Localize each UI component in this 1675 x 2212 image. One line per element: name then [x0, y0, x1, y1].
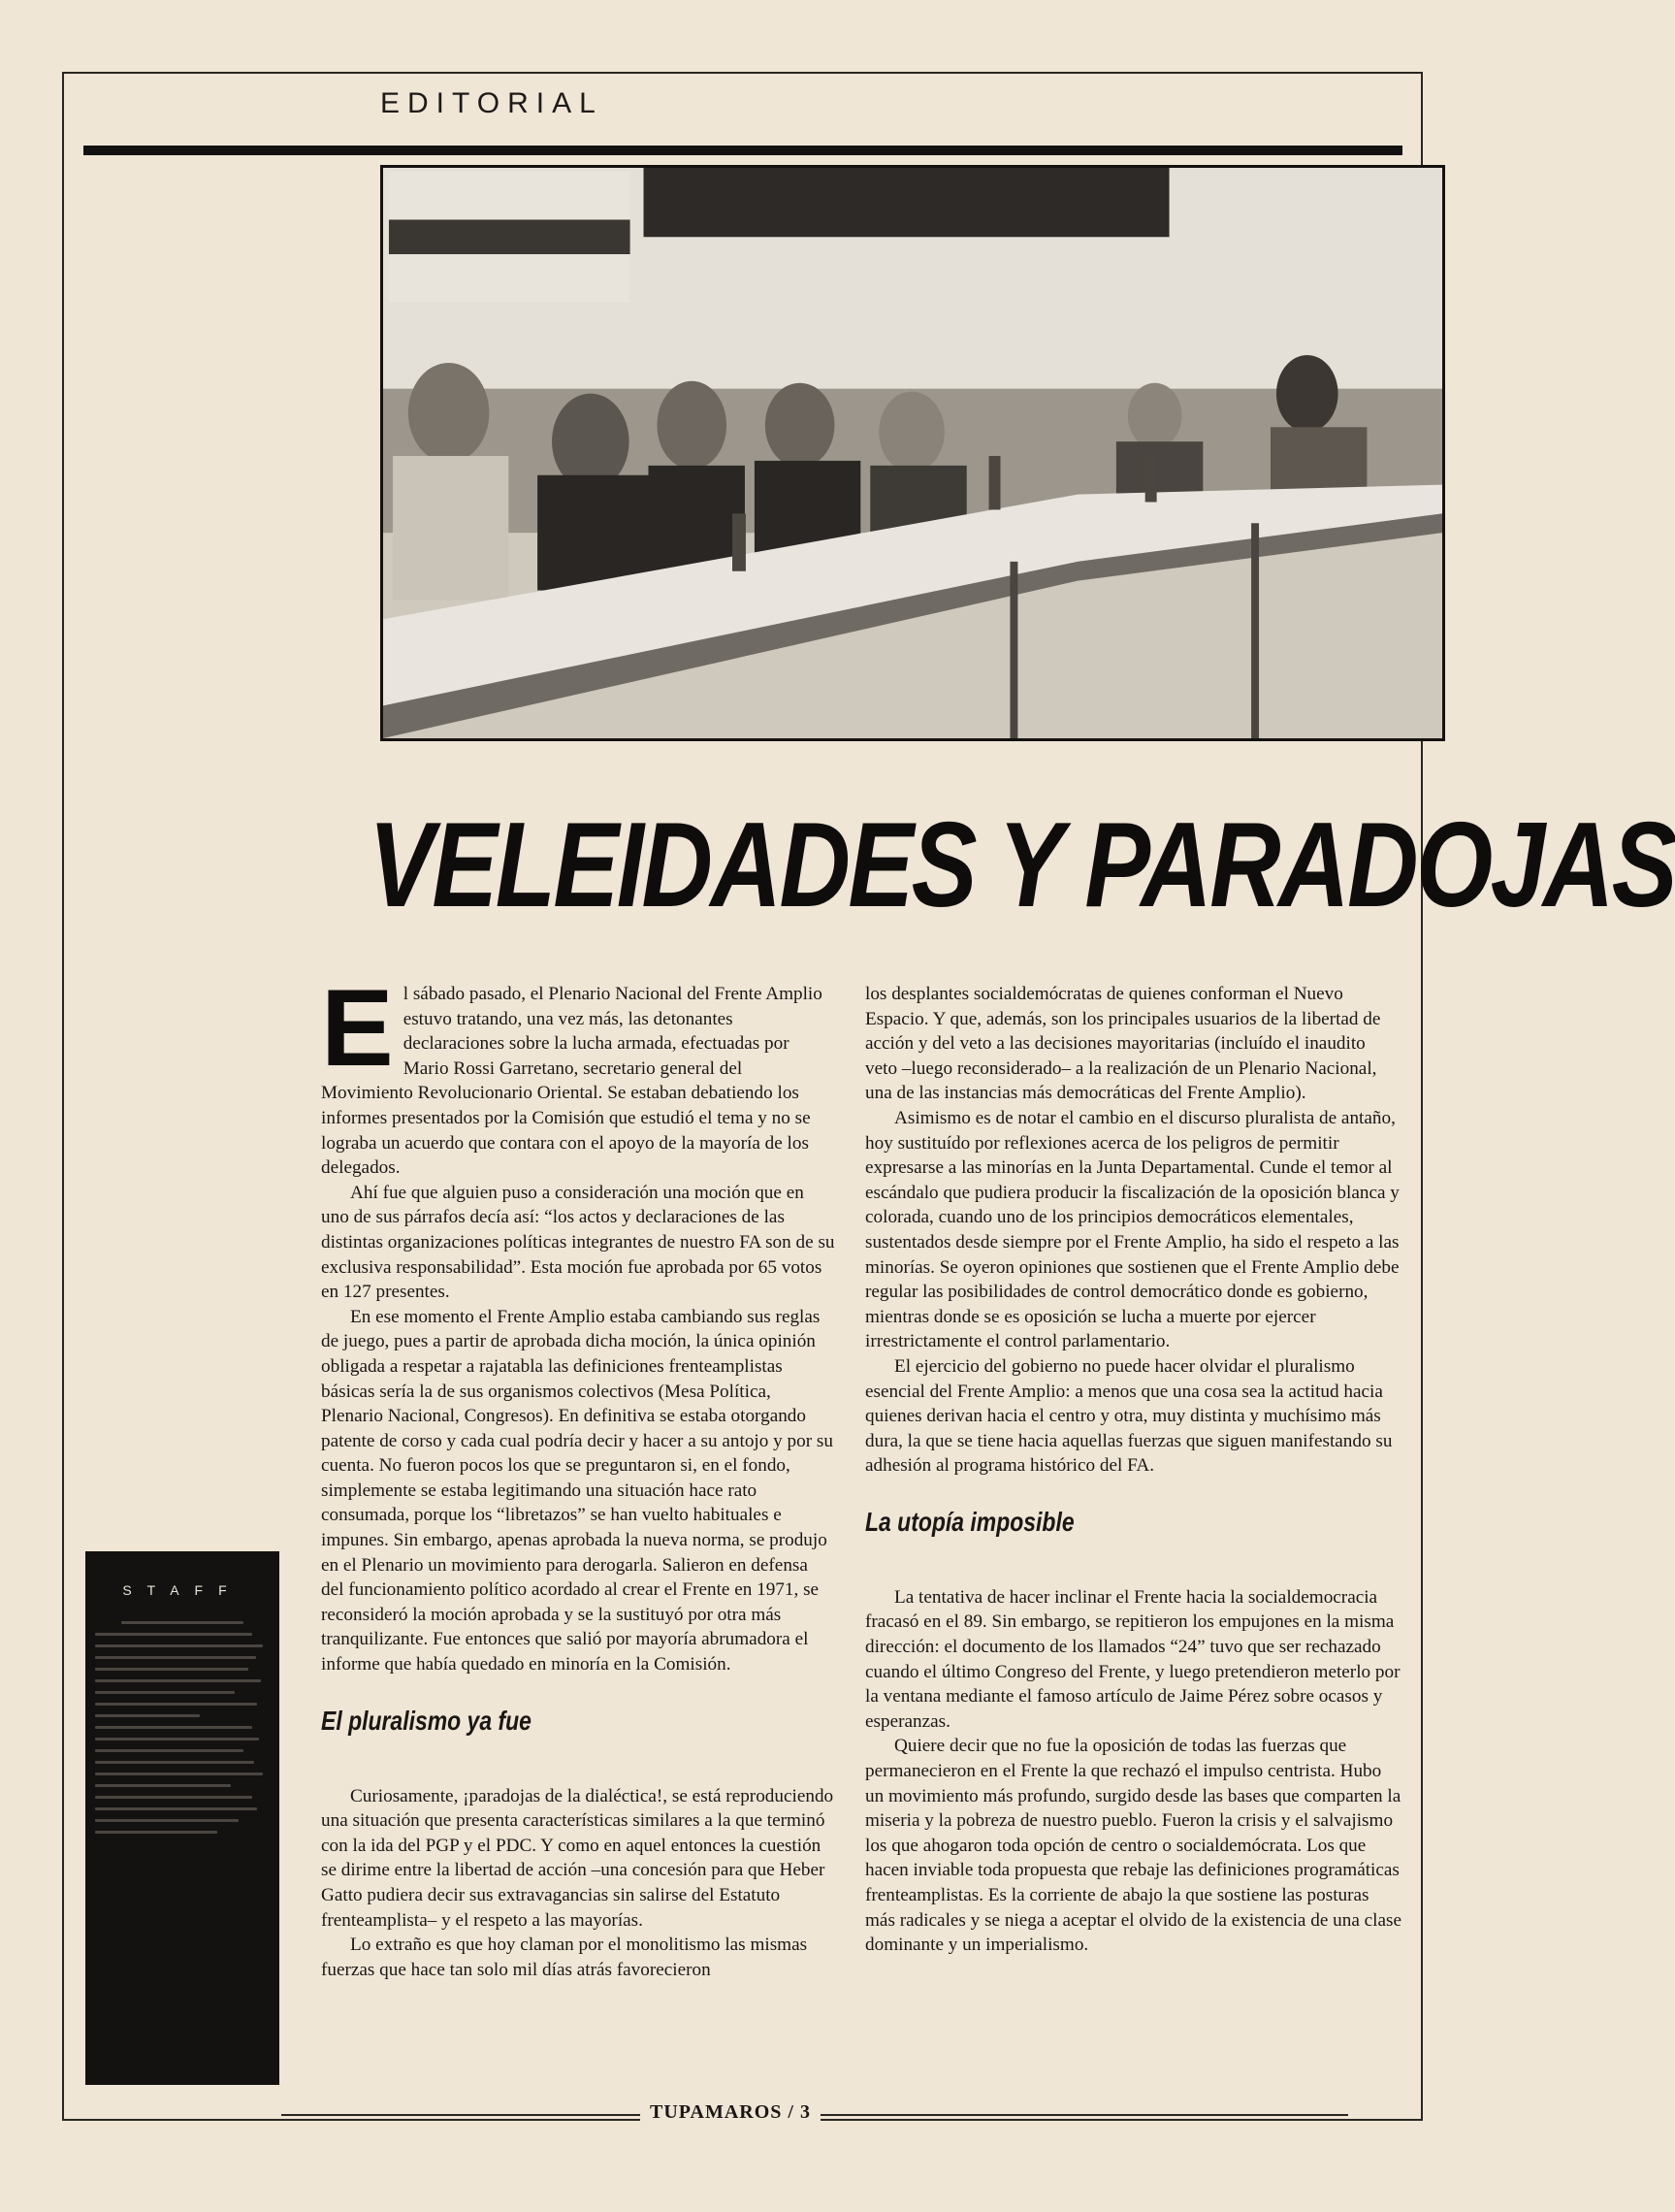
staff-text-line — [95, 1807, 257, 1810]
staff-text-line — [95, 1726, 252, 1729]
staff-text-line — [95, 1703, 257, 1706]
subhead: El pluralismo ya fue — [321, 1705, 531, 1736]
staff-text-line — [95, 1656, 256, 1659]
subhead: La utopía imposible — [865, 1506, 1075, 1537]
staff-text-line — [95, 1738, 259, 1740]
staff-text-line — [95, 1773, 263, 1775]
staff-text-line — [95, 1796, 252, 1799]
staff-text-line — [95, 1679, 261, 1682]
drop-cap: E — [321, 967, 394, 1089]
staff-box — [85, 1551, 279, 2085]
staff-text-line — [95, 1831, 217, 1834]
staff-title: STAFF — [122, 1582, 242, 1598]
staff-text-line — [95, 1668, 248, 1671]
article-paragraph: Quiere decir que no fue la oposición de todas las fuerzas que permanecieron en el Frente la que rechazó el impulso centrista. Hubo un movimiento más profundo, surgido desde las bases que comparten la miseria y la pobreza de nuestro pueblo. Fueron la crisis y el salvajismo los que ahogaron toda opción de centro o socialdemócrata. Los que hacen inviable toda propuesta que rebaje las definiciones programáticas frenteamplistas. Es la corriente de abajo la que sostiene las posturas más radicales y se niega a aceptar el olvido de la existencia de una clase dominante y un imperialismo. — [865, 1736, 1401, 1956]
news-photo — [380, 165, 1445, 741]
article-column-right — [865, 982, 1401, 1958]
photo-illustration — [383, 168, 1442, 738]
article-paragraph: Curiosamente, ¡paradojas de la dialéctica!, se está reproduciendo una situación que presenta características similares a la que terminó con la ida del PGP y el PDC. Y como en aquel entonces la cuestión se dirime entre la libertad de acción –una concesión para que Heber Gatto pudiera decir sus extravagancias sin salirse del Estatuto frenteamplista– y el respeto a las mayorías. — [321, 1785, 834, 1931]
headline: VELEIDADES Y PARADOJAS — [369, 798, 1675, 932]
staff-text-line — [95, 1644, 263, 1647]
staff-text-line — [95, 1819, 239, 1822]
article-paragraph: Asimismo es de notar el cambio en el discurso pluralista de antaño, hoy sustituído por reflexiones acerca de los peligros de permitir expresarse a las minorías en la Junta Departamental. Cunde el temor al escándalo que pudiera producir la fiscalización de la oposición blanca y colorada, cuando uno de los principios democráticos elementales, sustentados desde siempre por el Frente Amplio, ha sido el respeto a las minorías. Se oyeron opiniones que sostienen que el Frente Amplio debe regular las posibilidades de control democrático donde es gobierno, mientras donde se es oposición se lucha a muerte por ejercer irrestrictamente el control parlamentario. — [865, 1107, 1400, 1352]
article-paragraph: Ahí fue que alguien puso a consideración una moción que en uno de sus párrafos decía así: “los actos y declaraciones de las distintas organizaciones políticas integrantes de nuestro FA son de su exclusiva responsabilidad”. Esta moción fue aprobada por 65 votos en 127 presentes. — [321, 1182, 835, 1303]
staff-text-line — [95, 1633, 252, 1636]
article-paragraph: En ese momento el Frente Amplio estaba cambiando sus reglas de juego, pues a partir de aprobada dicha moción, la única opinión obligada a respetar a rajatabla las definiciones frenteamplistas básicas sería la de sus organismos colectivos (Mesa Política, Plenario Nacional, Congresos). En definitiva se estaba otorgando patente de corso y cada cual podría decir y hacer a su antojo y por su cuenta. No fueron pocos los que se preguntaron si, en el fondo, simplemente se estaba legitimando una situación hace rato consumada, porque los “libretazos” se han vuelto habituales e impunes. Sin embargo, apenas aprobada la nueva norma, se produjo en el Plenario un movimiento para derogarla. Salieron en defensa del funcionamiento político acordado al crear el Frente en 1971, se reconsideró la moción aprobada y se la sustituyó por otra más tranquilizante. Fue entonces que salió por mayoría abrumadora el informe que había quedado en minoría en la Comisión. — [321, 1306, 833, 1675]
staff-text-line — [95, 1691, 235, 1694]
staff-text-line — [95, 1761, 254, 1764]
article-paragraph: La tentativa de hacer inclinar el Frente hacia la socialdemocracia fracasó en el 89. Sin embargo, se repitieron los empujones en la misma dirección: el documento de los llamados “24” tuvo que ser rechazado cuando el último Congreso del Frente, y luego pretendieron meterlo por la ventana mediante el famoso artículo de Jaime Pérez sobre ocasos y esperanzas. — [865, 1586, 1401, 1732]
article-column-left — [321, 967, 835, 1982]
article-paragraph: Lo extraño es que hoy claman por el monolitismo las mismas fuerzas que hace tan solo mil días atrás favorecieron — [321, 1935, 808, 1980]
staff-text-line — [95, 1784, 231, 1787]
section-rule — [83, 146, 1402, 155]
paragraph-text: l sábado pasado, el Plenario Nacional del Frente Amplio estuvo tratando, una vez más, las detonantes declaraciones sobre la lucha armada, efectuadas por Mario Rossi Garretano, secretario general del Movimiento Revolucionario Oriental. Se estaban debatiendo los informes presentados por la Comisión que estudió el tema y no se lograba un acuerdo que contara con el apoyo de la mayoría de los delegados. — [321, 984, 822, 1179]
section-label: EDITORIAL — [380, 87, 603, 119]
article-paragraph: los desplantes socialdemócratas de quienes conforman el Nuevo Espacio. Y que, además, son los principales usuarios de la libertad de acción y del veto a las decisiones mayoritarias (incluído el inaudito veto –luego reconsiderado– a la realización de un Plenario Nacional, una de las instancias más democráticas del Frente Amplio). — [865, 984, 1381, 1104]
page-footer: TUPAMAROS / 3 — [640, 2101, 821, 2124]
staff-text-line — [95, 1749, 243, 1752]
staff-text-line — [95, 1714, 200, 1717]
article-paragraph: El ejercicio del gobierno no puede hacer olvidar el pluralismo esencial del Frente Amplio: a menos que una cosa sea la actitud hacia quienes derivan hacia el centro y otra, muy distinta y muchísimo más dura, la que se tiene hacia aquellas fuerzas que siguen manifestando su adhesión al programa histórico del FA. — [865, 1355, 1393, 1477]
staff-text-line — [121, 1621, 243, 1624]
article-paragraph — [321, 967, 835, 1181]
